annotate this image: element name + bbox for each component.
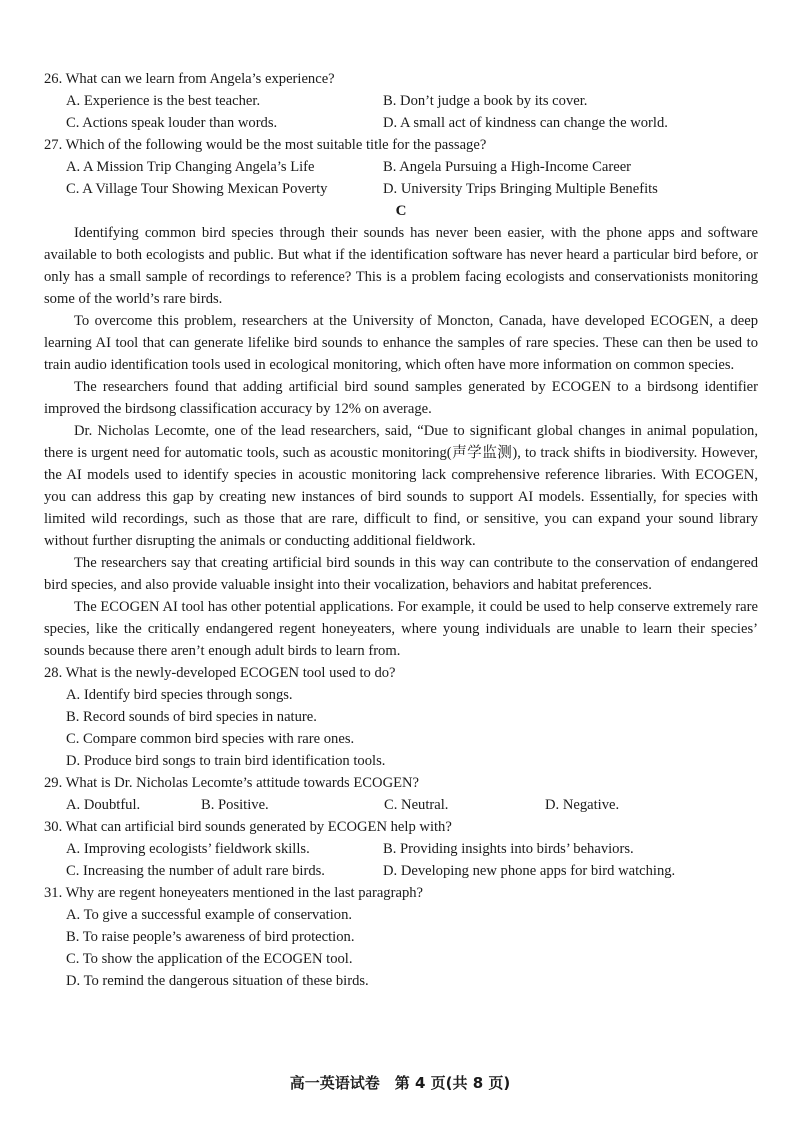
question-30-options-row2 — [44, 860, 758, 882]
question-31-option-d[interactable]: D. To remind the dangerous situation of these birds. — [66, 973, 369, 989]
question-29-option-b[interactable]: B. Positive. — [201, 797, 269, 813]
question-31-option-b[interactable]: B. To raise people’s awareness of bird protection. — [66, 929, 355, 945]
question-30-stem: 30. What can artificial bird sounds generated by ECOGEN help with? — [44, 819, 452, 835]
passage-paragraph-3: The researchers found that adding artificial bird sound samples generated by ECOGEN to a birdsong identifier improved the birdsong classification accuracy by 12% on average. — [44, 379, 758, 417]
question-30-option-c[interactable]: C. Increasing the number of adult rare birds. — [66, 863, 325, 879]
page-footer: 高一英语试卷 第 4 页(共 8 页) — [289, 1074, 511, 1092]
question-31-option-c[interactable]: C. To show the application of the ECOGEN tool. — [66, 951, 353, 967]
question-29-option-d[interactable]: D. Negative. — [545, 797, 620, 813]
question-26-option-d[interactable]: D. A small act of kindness can change the world. — [383, 115, 668, 131]
question-26-option-c[interactable]: C. Actions speak louder than words. — [66, 115, 278, 131]
passage-paragraph-1: Identifying common bird species through their sounds has never been easier, with the phone apps and software available to both ecologists and public. But what if the identification software has never heard a particular bird before, or only has a small sample of recordings to reference? This is a problem facing ecologists and conservationists monitoring some of the world’s rare birds. — [44, 225, 758, 307]
question-28-option-a[interactable]: A. Identify bird species through songs. — [66, 687, 293, 703]
question-30-option-a[interactable]: A. Improving ecologists’ fieldwork skills. — [66, 841, 310, 857]
question-28-option-b[interactable]: B. Record sounds of bird species in nature. — [66, 709, 317, 725]
exam-page — [44, 68, 758, 992]
question-27-option-a[interactable]: A. A Mission Trip Changing Angela’s Life — [66, 159, 315, 175]
question-28-stem: 28. What is the newly-developed ECOGEN tool used to do? — [44, 665, 396, 681]
question-26-stem: 26. What can we learn from Angela’s experience? — [44, 71, 335, 87]
question-30-option-d[interactable]: D. Developing new phone apps for bird watching. — [383, 863, 676, 879]
question-26-options-row2 — [44, 112, 758, 134]
passage-paragraph-4: Dr. Nicholas Lecomte, one of the lead researchers, said, “Due to significant global changes in animal population, there is urgent need for automatic tools, such as acoustic monitoring(声学监测), to track shifts in biodiversity. However, the AI models used to identify species in acoustic monitoring lack comprehensive reference libraries. With ECOGEN, you can address this gap by creating new instances of bird sounds to support AI models. Essentially, for species with limited wild recordings, such as those that are rare, difficult to find, or sensitive, you can expand your sound library without further disrupting the animals or conducting additional fieldwork. — [44, 423, 758, 549]
question-29-options-row — [44, 794, 758, 816]
passage-paragraph-5: The researchers say that creating artificial bird sounds in this way can contribute to the conservation of endangered bird species, and also provide valuable insight into their vocalization, behaviors and habitat preferences. — [44, 555, 758, 593]
passage-paragraph-2: To overcome this problem, researchers at the University of Moncton, Canada, have developed ECOGEN, a deep learning AI tool that can generate lifelike bird sounds to enhance the samples of rare species. These can then be used to train audio identification tools used in ecological monitoring, which often have more information on common species. — [44, 313, 758, 373]
question-31-option-a[interactable]: A. To give a successful example of conservation. — [66, 907, 353, 923]
question-27-options-row2 — [44, 178, 758, 200]
question-27-option-c[interactable]: C. A Village Tour Showing Mexican Poverty — [66, 181, 328, 197]
question-30-option-b[interactable]: B. Providing insights into birds’ behaviors. — [383, 841, 634, 857]
question-29-option-c[interactable]: C. Neutral. — [384, 797, 449, 813]
question-27-stem: 27. Which of the following would be the most suitable title for the passage? — [44, 137, 487, 153]
question-27-option-b[interactable]: B. Angela Pursuing a High-Income Career — [383, 159, 632, 175]
question-27-options-row1 — [44, 156, 758, 178]
question-29-stem: 29. What is Dr. Nicholas Lecomte’s attitude towards ECOGEN? — [44, 775, 420, 791]
section-heading: C — [395, 203, 407, 219]
question-27-option-d[interactable]: D. University Trips Bringing Multiple Benefits — [383, 181, 658, 197]
question-29-option-a[interactable]: A. Doubtful. — [66, 797, 141, 813]
question-28-option-c[interactable]: C. Compare common bird species with rare ones. — [66, 731, 355, 747]
question-31-stem: 31. Why are regent honeyeaters mentioned in the last paragraph? — [44, 885, 424, 901]
question-30-options-row1 — [44, 838, 758, 860]
question-26-option-a[interactable]: A. Experience is the best teacher. — [66, 93, 261, 109]
passage-paragraph-6: The ECOGEN AI tool has other potential applications. For example, it could be used to help conserve extremely rare species, like the critically endangered regent honeyeaters, where young individuals are unable to learn their species’ sounds because there aren’t enough adult birds to learn from. — [44, 599, 758, 659]
question-26-options-row1 — [44, 90, 758, 112]
question-26-option-b[interactable]: B. Don’t judge a book by its cover. — [383, 93, 588, 109]
question-28-option-d[interactable]: D. Produce bird songs to train bird identification tools. — [66, 753, 386, 769]
